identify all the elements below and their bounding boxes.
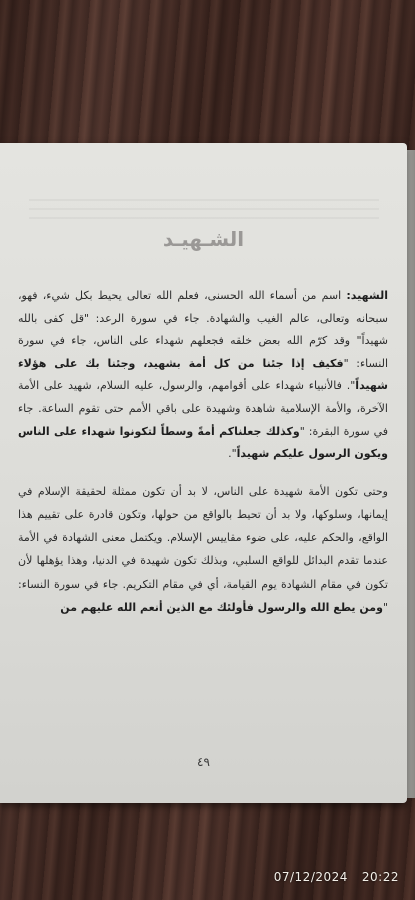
paragraph-2-text: وحتى تكون الأمة شهيدة على الناس، لا بد أن تكون ممثلة لحقيقة الإسلام في إيمانها، وسلوكها، ولا بد أن تحيط بالواقع من حولها، وتكون قادرة على تقييم هذا الواقع، والحكم عليه، على ضوء مقاييس الإسلام. ويكتمل معنى الشهادة في الأمة عندما تقدم البدائل للواقع السلبي، وبذلك تكون شهيدة في الدنيا، وهذا يؤهلها لأن تكون في مقام الشهادة يوم القيامة، أي في مقام التكريم. جاء في سورة النساء: " [18, 484, 388, 614]
timestamp-time: 20:22 [361, 870, 399, 884]
term-label: الشهيد: [346, 289, 388, 302]
page-body [18, 285, 388, 619]
paragraph-1-text-b: ". فالأنبياء شهداء على أقوامهم، والرسول، عليه السلام، شهيد على الأمة الآخرة، والأمة الإسلامية شاهدة وشهيدة على باقي الأمم حتى تقوم الساعة. جاء في سورة البقرة: " [18, 379, 388, 438]
paragraph-1-text-c: ". [228, 447, 237, 461]
page-number: ٤٩ [197, 755, 210, 769]
photo-timestamp [274, 870, 399, 884]
page-title: الشـهيـد [162, 227, 245, 251]
paragraph-1-text-a: اسم من أسماء الله الحسنى، فعلم الله تعالى يحيط بكل شيء، فهو، سبحانه وتعالى، عالم الغيب والشهادة. جاء في سورة الرعد: "قل كفى بالله شهيداً" وقد كرّم الله بعض خلقه فجعلهم شهداء على الناس، جاء في سورة النساء: " [18, 289, 389, 370]
paragraph-1 [18, 285, 388, 466]
quran-quote-2: وكذلك جعلناكم أمةً وسطاً لتكونوا شهداء على الناس ويكون الرسول عليكم شهيداً [18, 424, 388, 461]
paragraph-2 [18, 480, 388, 619]
quran-quote-1: فكيف إذا جئنا من كل أمة بشهيد، وجئنا بك على هؤلاء شهيداً [18, 356, 388, 393]
timestamp-date: 07/12/2024 [273, 870, 348, 884]
show-through-text [29, 199, 379, 225]
book-page [0, 143, 407, 803]
quran-quote-3: ومن يطع الله والرسول فأولئك مع الذين أنعم الله عليهم من [60, 600, 383, 614]
